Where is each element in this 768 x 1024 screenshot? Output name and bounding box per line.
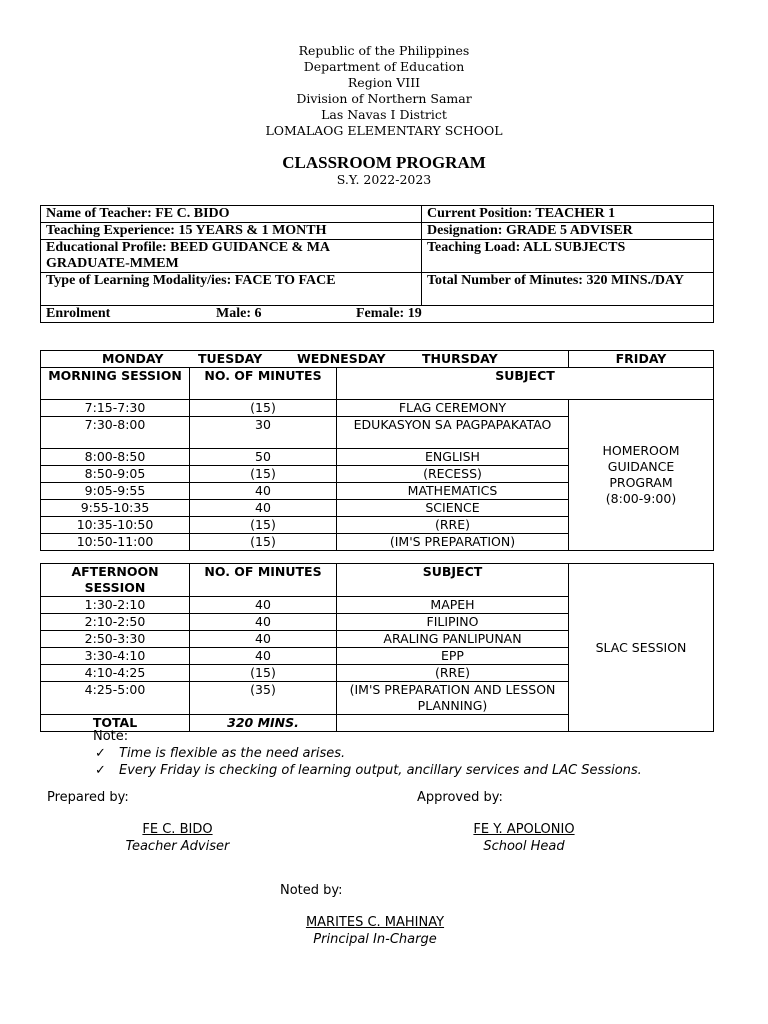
noted-by-label: Noted by: xyxy=(280,883,343,898)
afternoon-session-header: AFTERNOON SESSION xyxy=(41,564,190,597)
note-item xyxy=(93,762,642,779)
educational-profile: Educational Profile: BEED GUIDANCE & MA GRADUATE-MMEM xyxy=(41,240,422,273)
teaching-experience: Teaching Experience: 15 YEARS & 1 MONTH xyxy=(41,223,422,240)
total-minutes: Total Number of Minutes: 320 MINS./DAY xyxy=(422,273,714,306)
day-thursday: THURSDAY xyxy=(422,351,498,366)
time-cell: 7:15-7:30 xyxy=(41,400,190,417)
minutes-cell: (35) xyxy=(190,682,337,715)
friday-line: PROGRAM xyxy=(609,475,673,490)
day-monday: MONDAY xyxy=(102,351,164,366)
time-cell: 4:10-4:25 xyxy=(41,665,190,682)
prepared-title: Teacher Adviser xyxy=(125,839,230,854)
male-count: Male: 6 xyxy=(216,306,262,321)
enrolment-row xyxy=(41,306,714,323)
learning-modality: Type of Learning Modality/ies: FACE TO FACE xyxy=(41,273,422,306)
subject-cell: FILIPINO xyxy=(337,614,569,631)
minutes-cell: 50 xyxy=(190,449,337,466)
approved-name: FE Y. APOLONIO xyxy=(473,822,575,837)
prepared-by-signature xyxy=(90,821,265,855)
school-year: S.Y. 2022-2023 xyxy=(336,172,432,187)
minutes-cell: (15) xyxy=(190,534,337,551)
day-tuesday: TUESDAY xyxy=(198,351,263,366)
time-cell: 10:35-10:50 xyxy=(41,517,190,534)
subject-cell: ENGLISH xyxy=(337,449,569,466)
friday-line: (8:00-9:00) xyxy=(605,491,677,506)
minutes-cell: (15) xyxy=(190,400,337,417)
header-line: Division of Northern Samar xyxy=(296,91,472,106)
subject-cell: (RECESS) xyxy=(337,466,569,483)
prepared-by-label: Prepared by: xyxy=(47,790,129,805)
total-label: TOTAL xyxy=(41,715,190,732)
header-line: LOMALAOG ELEMENTARY SCHOOL xyxy=(265,123,503,138)
day-friday: FRIDAY xyxy=(569,351,714,368)
time-cell: 10:50-11:00 xyxy=(41,534,190,551)
checkmark-icon: ✓ xyxy=(95,746,106,761)
minutes-cell: 30 xyxy=(190,417,337,449)
time-cell: 4:25-5:00 xyxy=(41,682,190,715)
teacher-info-table xyxy=(40,205,714,323)
letterhead xyxy=(0,43,768,139)
subject-cell: ARALING PANLIPUNAN xyxy=(337,631,569,648)
noted-title: Principal In-Charge xyxy=(313,932,437,947)
subject-cell: SCIENCE xyxy=(337,500,569,517)
note-item xyxy=(93,745,642,762)
header-line: Republic of the Philippines xyxy=(298,43,470,58)
morning-schedule-table xyxy=(40,350,714,551)
current-position: Current Position: TEACHER 1 xyxy=(422,206,714,223)
subject-cell: MAPEH xyxy=(337,597,569,614)
weekday-header xyxy=(41,351,569,368)
note-text: Every Friday is checking of learning output, ancillary services and LAC Sessions. xyxy=(119,763,642,778)
afternoon-schedule-table xyxy=(40,563,714,732)
female-count: Female: 19 xyxy=(356,306,422,321)
minutes-cell: (15) xyxy=(190,517,337,534)
subject-cell: (IM'S PREPARATION AND LESSON PLANNING) xyxy=(337,682,569,715)
time-cell: 9:05-9:55 xyxy=(41,483,190,500)
approved-by-signature xyxy=(434,821,614,855)
prepared-name: FE C. BIDO xyxy=(142,822,213,837)
note-text: Time is flexible as the need arises. xyxy=(119,746,346,761)
minutes-cell: 40 xyxy=(190,614,337,631)
minutes-cell: 40 xyxy=(190,648,337,665)
time-cell: 3:30-4:10 xyxy=(41,648,190,665)
time-cell: 1:30-2:10 xyxy=(41,597,190,614)
approved-title: School Head xyxy=(483,839,565,854)
subject-header: SUBJECT xyxy=(337,564,569,597)
minutes-cell: (15) xyxy=(190,665,337,682)
total-minutes-value: 320 MINS. xyxy=(190,715,337,732)
friday-slac-cell: SLAC SESSION xyxy=(569,564,714,732)
minutes-header: NO. OF MINUTES xyxy=(190,368,337,400)
minutes-header: NO. OF MINUTES xyxy=(190,564,337,597)
subject-cell: EPP xyxy=(337,648,569,665)
checkmark-icon: ✓ xyxy=(95,763,106,778)
noted-by-signature xyxy=(270,914,480,948)
minutes-cell: 40 xyxy=(190,631,337,648)
time-cell: 8:50-9:05 xyxy=(41,466,190,483)
subject-cell: FLAG CEREMONY xyxy=(337,400,569,417)
time-cell: 9:55-10:35 xyxy=(41,500,190,517)
subject-header: SUBJECT xyxy=(337,368,714,400)
enrolment-label: Enrolment xyxy=(46,306,111,321)
page-title: CLASSROOM PROGRAM xyxy=(282,153,486,172)
time-cell: 2:10-2:50 xyxy=(41,614,190,631)
friday-homeroom-cell xyxy=(569,400,714,551)
friday-line: HOMEROOM xyxy=(602,443,680,458)
friday-line: GUIDANCE xyxy=(607,459,675,474)
minutes-cell: 40 xyxy=(190,500,337,517)
day-wednesday: WEDNESDAY xyxy=(297,351,386,366)
time-cell: 2:50-3:30 xyxy=(41,631,190,648)
minutes-cell: 40 xyxy=(190,597,337,614)
morning-session-header: MORNING SESSION xyxy=(41,368,190,400)
time-cell: 7:30-8:00 xyxy=(41,417,190,449)
subject-cell: (RRE) xyxy=(337,517,569,534)
teacher-name: Name of Teacher: FE C. BIDO xyxy=(41,206,422,223)
designation: Designation: GRADE 5 ADVISER xyxy=(422,223,714,240)
header-line: Region VIII xyxy=(347,75,421,90)
subject-cell: MATHEMATICS xyxy=(337,483,569,500)
time-cell: 8:00-8:50 xyxy=(41,449,190,466)
minutes-cell: (15) xyxy=(190,466,337,483)
notes xyxy=(93,728,642,779)
subject-cell: (IM'S PREPARATION) xyxy=(337,534,569,551)
approved-by-label: Approved by: xyxy=(417,790,503,805)
subject-cell: EDUKASYON SA PAGPAPAKATAO xyxy=(337,417,569,449)
noted-name: MARITES C. MAHINAY xyxy=(305,915,445,930)
subject-cell: (RRE) xyxy=(337,665,569,682)
header-line: Las Navas I District xyxy=(321,107,447,122)
minutes-cell: 40 xyxy=(190,483,337,500)
header-line: Department of Education xyxy=(303,59,465,74)
teaching-load: Teaching Load: ALL SUBJECTS xyxy=(422,240,714,273)
notes-label: Note: xyxy=(93,729,129,744)
